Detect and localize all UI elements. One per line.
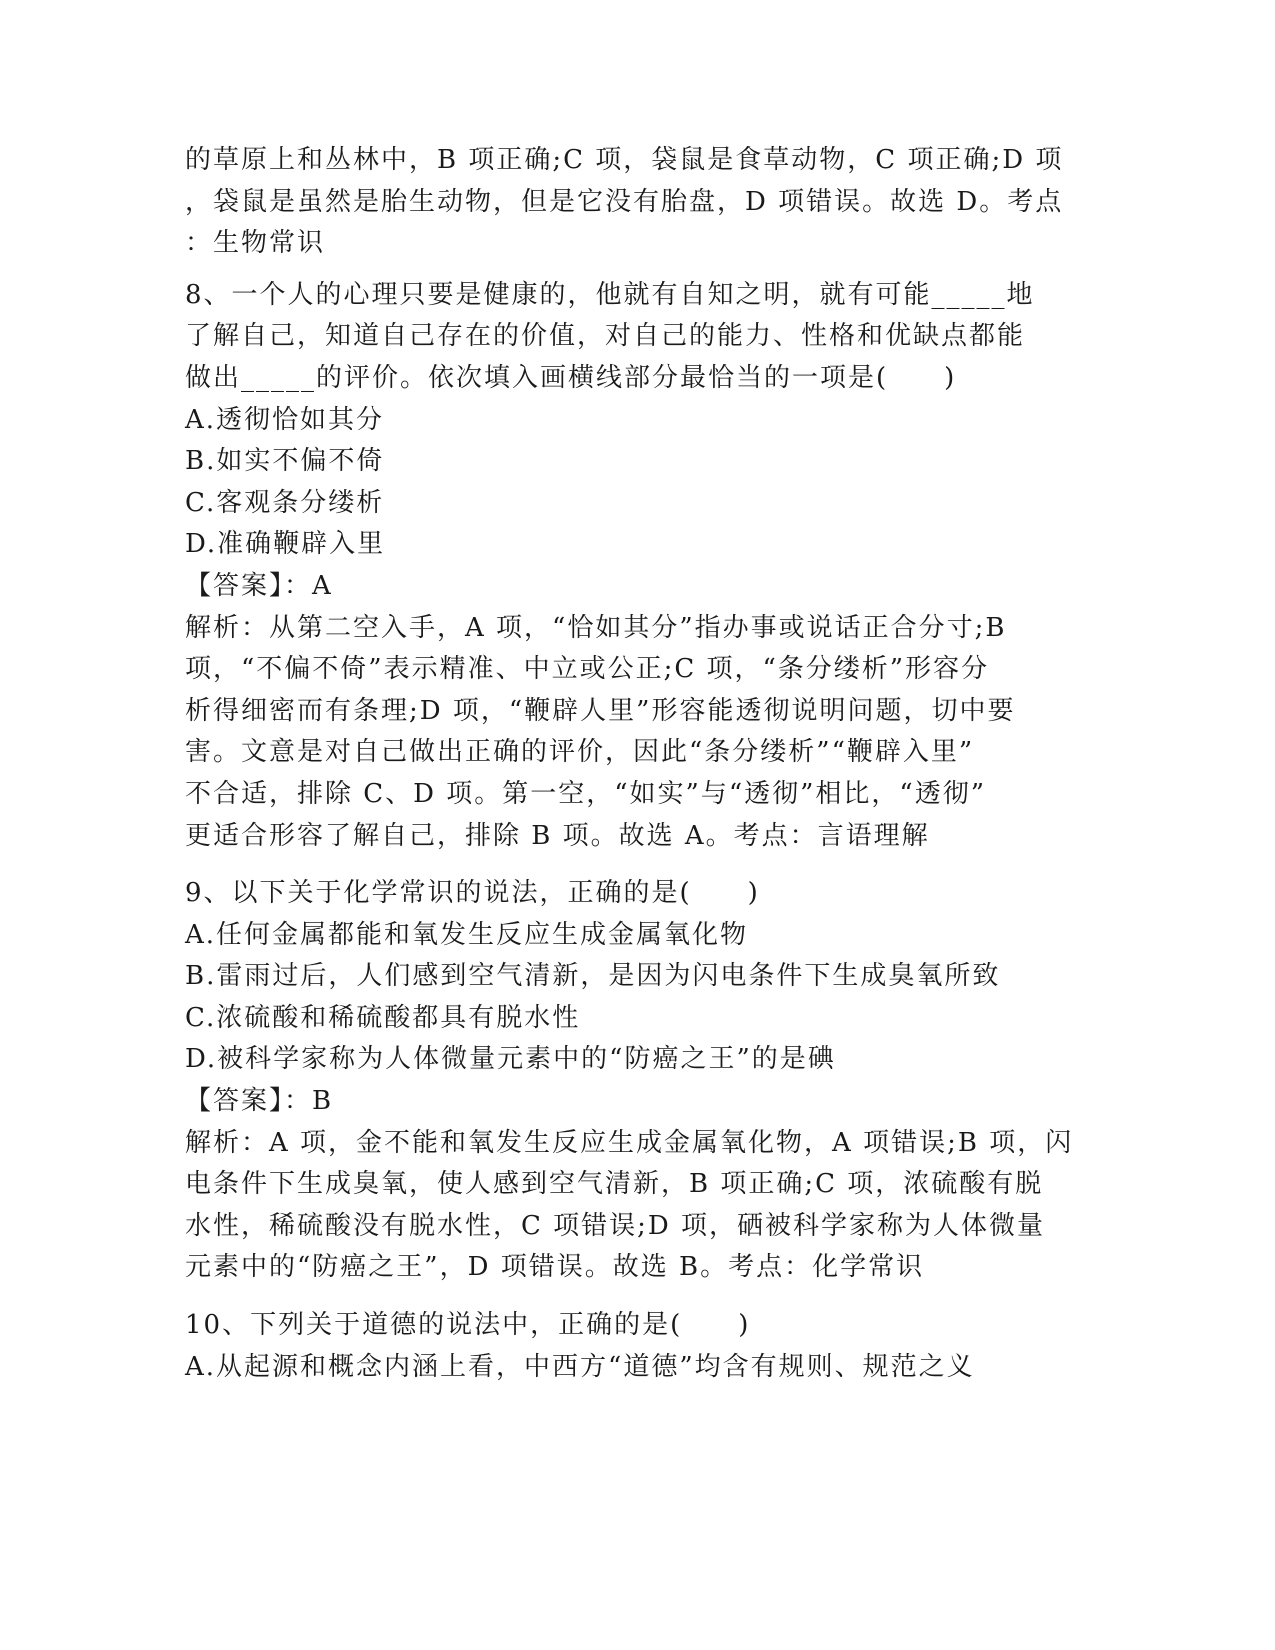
explanation-line: 不合适，排除 C、D 项。第一空，“如实”与“透彻”相比，“透彻”: [185, 778, 987, 809]
question-10: [185, 1305, 1085, 1388]
prev-explanation: [185, 140, 1085, 265]
question-stem-line: 了解自己，知道自己存在的价值，对自己的能力、性格和优缺点都能: [185, 321, 1026, 352]
answer-label: 【答案】：A: [185, 570, 333, 601]
option-b: B.雷雨过后，人们感到空气清新，是因为闪电条件下生成臭氧所致: [185, 961, 1001, 992]
explanation-line: 析得细密而有条理;D 项，“鞭辟人里”形容能透彻说明问题，切中要: [185, 695, 1016, 726]
document-page: [185, 140, 1085, 1388]
text-line: ：生物常识: [185, 228, 326, 259]
text-line: ，袋鼠是虽然是胎生动物，但是它没有胎盘，D 项错误。故选 D。考点: [185, 186, 1064, 217]
question-8: [185, 275, 1085, 857]
answer-label: 【答案】：B: [185, 1086, 334, 1117]
explanation-line: 解析：A 项，金不能和氧发生反应生成金属氧化物，A 项错误;B 项，闪: [185, 1127, 1074, 1158]
text-line: 的草原上和丛林中，B 项正确;C 项，袋鼠是食草动物，C 项正确;D 项: [185, 145, 1064, 175]
explanation-line: 解析：从第二空入手，A 项，“恰如其分”指办事或说话正合分寸;B: [185, 612, 1007, 643]
explanation-line: 元素中的“防癌之王”，D 项错误。故选 B。考点：化学常识: [185, 1252, 925, 1283]
question-stem-line: 做出_____的评价。依次填入画横线部分最恰当的一项是( ): [185, 362, 957, 393]
explanation-line: 电条件下生成臭氧，使人感到空气清新，B 项正确;C 项，浓硫酸有脱: [185, 1169, 1044, 1200]
question-stem-line: 10、下列关于道德的说法中，正确的是( ): [185, 1310, 751, 1341]
explanation-line: 更适合形容了解自己，排除 B 项。故选 A。考点：言语理解: [185, 820, 930, 851]
question-stem-line: 8、一个人的心理只要是健康的，他就有自知之明，就有可能_____地: [185, 279, 1035, 310]
explanation-line: 水性，稀硫酸没有脱水性，C 项错误;D 项，硒被科学家称为人体微量: [185, 1210, 1046, 1241]
option-d: D.准确鞭辟入里: [185, 529, 386, 560]
explanation-line: 项，“不偏不倚”表示精准、中立或公正;C 项，“条分缕析”形容分: [185, 654, 990, 685]
option-a: A.透彻恰如其分: [185, 404, 385, 435]
question-stem-line: 9、以下关于化学常识的说法，正确的是( ): [185, 878, 760, 909]
option-c: C.浓硫酸和稀硫酸都具有脱水性: [185, 1002, 581, 1033]
option-c: C.客观条分缕析: [185, 487, 385, 518]
option-a: A.任何金属都能和氧发生反应生成金属氧化物: [185, 919, 749, 950]
option-a: A.从起源和概念内涵上看，中西方“道德”均含有规则、规范之义: [185, 1351, 975, 1382]
question-9: [185, 873, 1085, 1289]
explanation-line: 害。文意是对自己做出正确的评价，因此“条分缕析”“鞭辟入里”: [185, 737, 975, 768]
option-b: B.如实不偏不倚: [185, 446, 385, 477]
option-d: D.被科学家称为人体微量元素中的“防癌之王”的是碘: [185, 1044, 836, 1075]
